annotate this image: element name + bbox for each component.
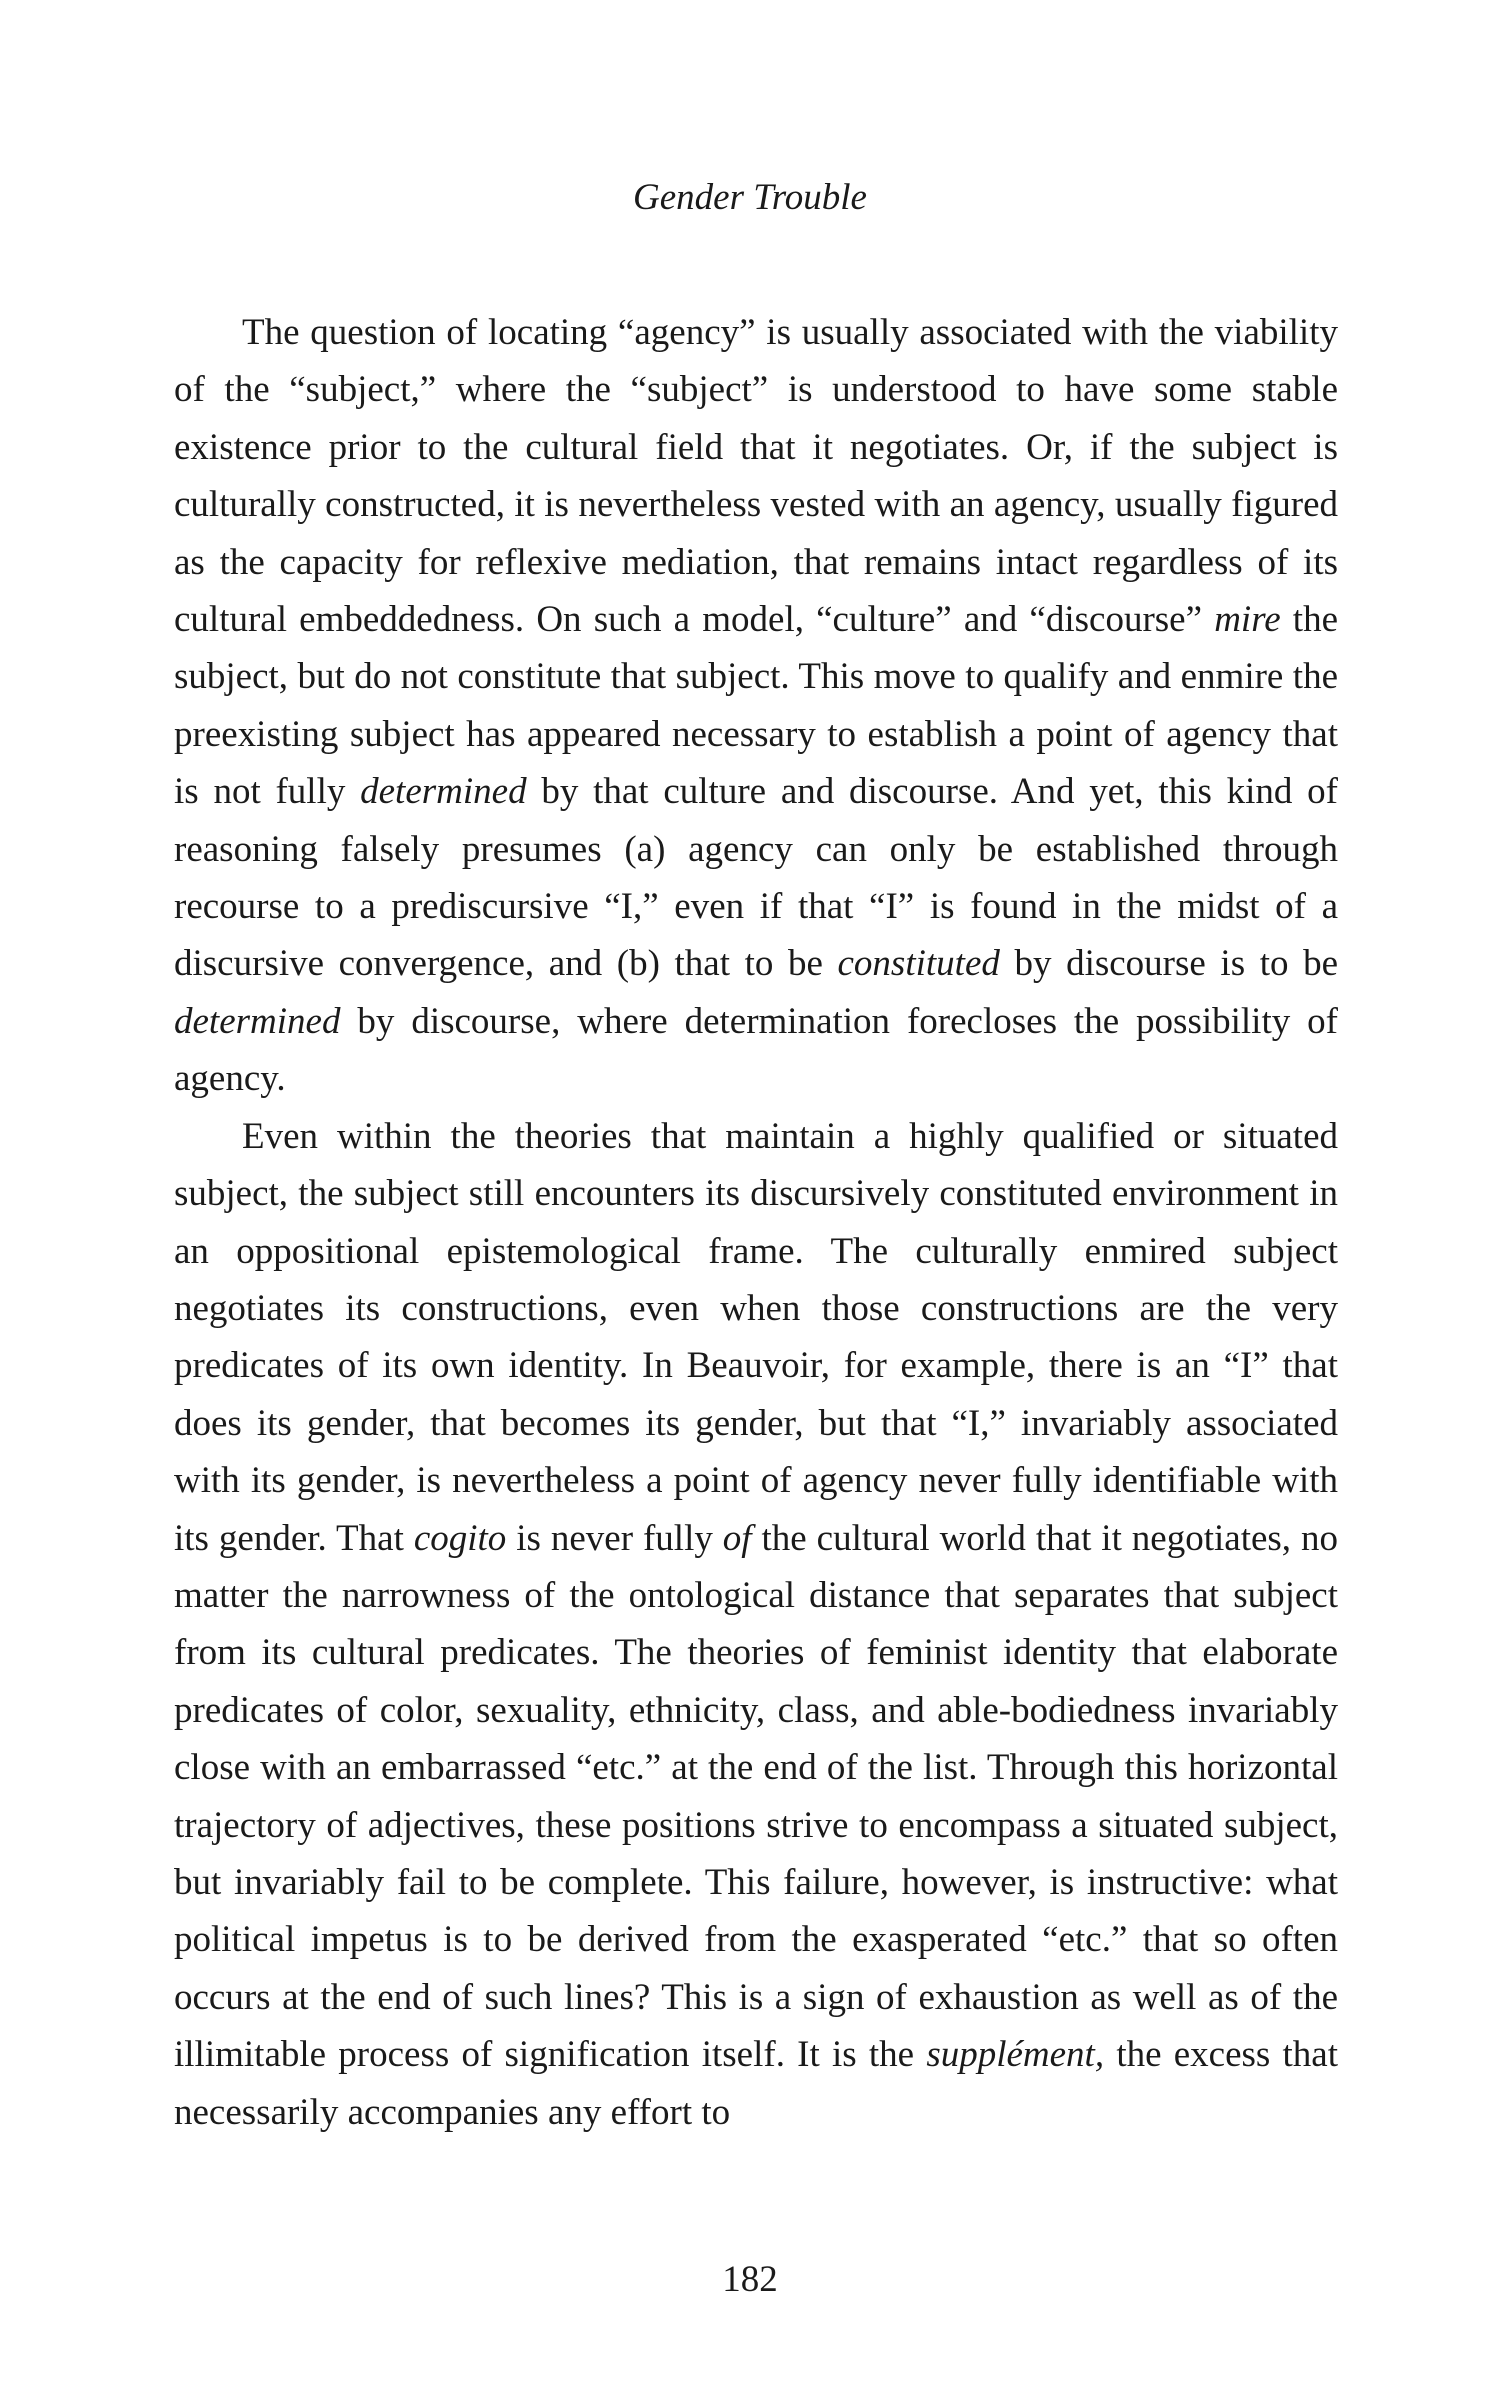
text-run: by that culture and discourse. And yet, this kind of reasoning falsely presumes (a) agency can only be established through recourse to a prediscursive “I,” even if that “I” is found in the midst of a discursive convergence, and (b) that to be [174,771,1338,985]
paragraph-1 [174,304,1338,1108]
text-run: by discourse is to be [999,943,1339,985]
body-text [174,304,1338,2141]
paragraph-2 [174,1108,1338,2141]
text-run: the excess that necessarily accompanies any effort to [174,2034,1339,2133]
italic-run: constituted [837,943,1000,985]
italic-run: mire [1214,599,1281,641]
text-run: by discourse, where determination forecloses the possibility of agency. [174,1000,1338,1100]
text-run: is never fully [506,1517,723,1559]
italic-run: cogito [413,1517,507,1559]
text-run: The question of locating “agency” is usually associated with the viability of the “subject,” where the “subject” is understood to have some stable existence prior to the cultural field that it negotiates. Or, if the subject is culturally constructed, it is nevertheless vested with an agency, usually figured as the capacity for reflexive mediation, that remains intact regardless of its cultural embeddedness. On such a model, “culture” and “discourse” [174,312,1338,641]
italic-run: determined [174,1000,341,1042]
text-run: the subject, but do not constitute that subject. This move to qualify and enmire the preexisting subject has appeared necessary to establish a point of agency that is not fully [174,599,1338,813]
italic-run: supplément, [926,2034,1105,2076]
page-number: 182 [722,2259,778,2300]
text-run: the cultural world that it negotiates, no matter the narrowness of the ontological distance that separates that subject from its cultural predicates. The theories of feminist identity that elaborate predicates of color, sexuality, ethnicity, class, and able-bodiedness invariably close with an embarrassed “etc.” at the end of the list. Through this horizontal trajectory of adjectives, these positions strive to encompass a situated subject, but invariably fail to be complete. This failure, however, is instructive: what political impetus is to be derived from the exasperated “etc.” that so often occurs at the end of such lines? This is a sign of exhaustion as well as of the illimitable process of signification itself. It is the [174,1517,1339,2076]
italic-run: of [722,1517,752,1559]
italic-run: determined [360,771,527,813]
running-head: Gender Trouble [633,177,867,218]
text-run: Even within the theories that maintain a highly qualified or situated subject, the subject still encounters its discursively constituted environment in an oppositional epistemological frame. The culturally enmired subject negotiates its constructions, even when those constructions are the very predicates of its own identity. In Beauvoir, for example, there is an “I” that does its gender, that becomes its gender, but that “I,” invariably associated with its gender, is nevertheless a point of agency never fully identifiable with its gender. That [174,1115,1338,1559]
